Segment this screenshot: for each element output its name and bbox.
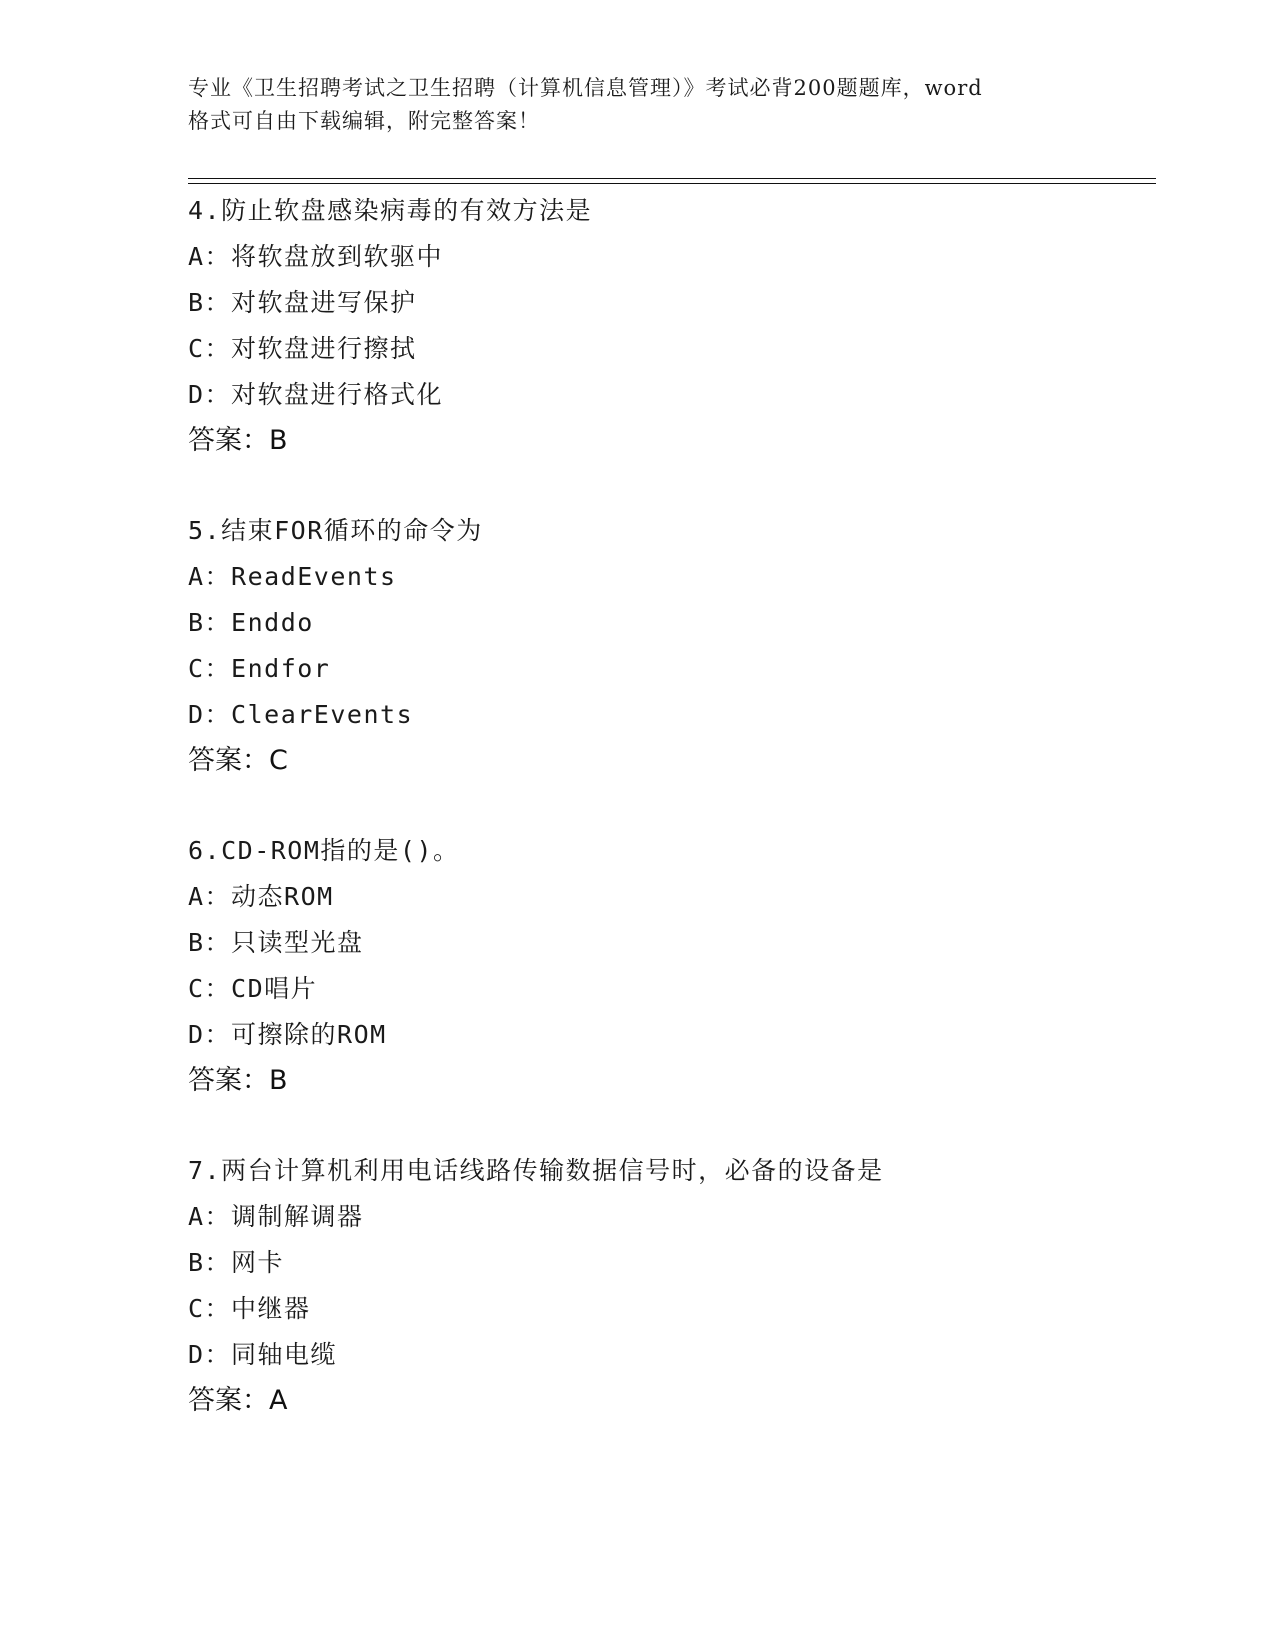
question-block: [188, 1148, 1168, 1424]
question-stem: 4.防止软盘感染病毒的有效方法是: [188, 196, 593, 225]
option-d: D：同轴电缆: [188, 1340, 338, 1369]
option-b: B：Enddo: [188, 608, 314, 637]
option-c: C：Endfor: [188, 654, 331, 683]
answer-line: 答案：B: [188, 425, 288, 456]
option-a: A：调制解调器: [188, 1202, 364, 1231]
question-block: [188, 188, 1168, 464]
answer-line: 答案：C: [188, 745, 288, 776]
option-d: D：ClearEvents: [188, 700, 414, 729]
option-a: A：动态ROM: [188, 882, 334, 911]
document-header: [188, 72, 1088, 138]
option-a: A：将软盘放到软驱中: [188, 242, 444, 271]
question-stem: 7.两台计算机利用电话线路传输数据信号时，必备的设备是: [188, 1156, 884, 1185]
question-block: [188, 828, 1168, 1104]
option-c: C：CD唱片: [188, 974, 318, 1003]
question-stem: 5.结束FOR循环的命令为: [188, 516, 483, 545]
option-a: A：ReadEvents: [188, 562, 397, 591]
option-c: C：对软盘进行擦拭: [188, 334, 417, 363]
question-stem: 6.CD-ROM指的是()。: [188, 836, 460, 865]
option-b: B：对软盘进写保护: [188, 288, 417, 317]
answer-line: 答案：B: [188, 1065, 288, 1096]
option-b: B：网卡: [188, 1248, 285, 1277]
header-line-1: 专业《卫生招聘考试之卫生招聘（计算机信息管理）》考试必背200题题库，word: [188, 76, 983, 100]
header-divider-bottom: [188, 183, 1156, 184]
header-divider-top: [188, 178, 1156, 179]
answer-line: 答案：A: [188, 1385, 288, 1416]
option-d: D：可擦除的ROM: [188, 1020, 387, 1049]
header-line-2: 格式可自由下载编辑，附完整答案！: [188, 109, 540, 133]
option-b: B：只读型光盘: [188, 928, 364, 957]
question-block: [188, 508, 1168, 784]
option-c: C：中继器: [188, 1294, 311, 1323]
option-d: D：对软盘进行格式化: [188, 380, 444, 409]
